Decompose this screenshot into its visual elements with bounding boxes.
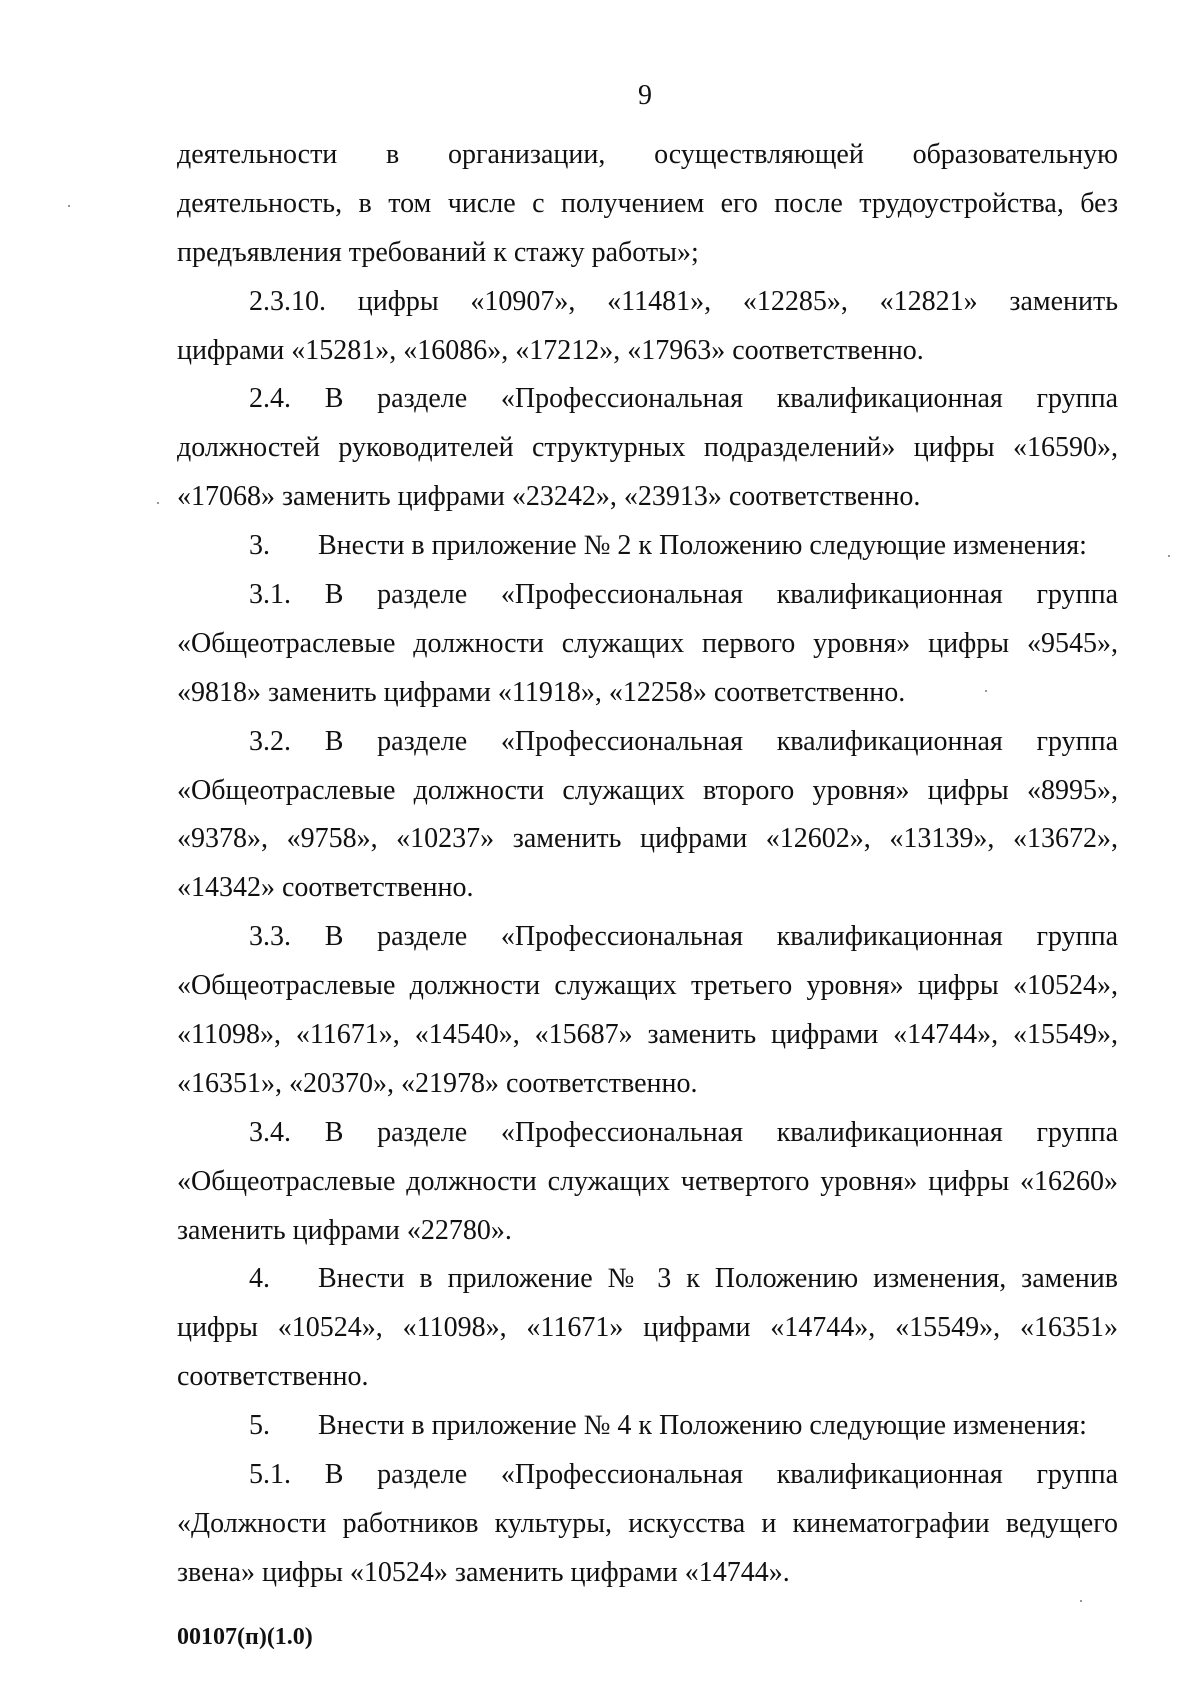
- text-line: [177, 1060, 1118, 1109]
- line-text: Внести в приложение № 3 к Положению изменения, заменив: [318, 1263, 1118, 1295]
- line-text: В разделе «Профессиональная квалификационная группа: [324, 579, 1118, 611]
- paragraph: [177, 571, 1118, 718]
- line-text: должностей руководителей структурных подразделений» цифры «16590»,: [177, 432, 1118, 464]
- text-line: [177, 669, 1118, 718]
- paragraph: [177, 1451, 1118, 1598]
- line-text: деятельности в организации, осуществляющей образовательную: [177, 139, 1118, 170]
- scan-speck: [68, 205, 70, 207]
- text-line: [177, 962, 1118, 1011]
- paragraph: [177, 913, 1118, 1109]
- text-line: [177, 473, 1118, 522]
- line-text: цифры «10907», «11481», «12285», «12821» заменить: [357, 285, 1118, 317]
- line-text: В разделе «Профессиональная квалификационная группа: [324, 1459, 1118, 1491]
- page-number: 9: [638, 80, 652, 111]
- text-line: [177, 1402, 1118, 1451]
- line-text: «Общеотраслевые должности служащих второго уровня» цифры «8995»,: [177, 774, 1118, 806]
- text-line: [177, 571, 1118, 620]
- text-line: [177, 620, 1118, 669]
- line-text: «17068» заменить цифрами «23242», «23913» соответственно.: [177, 481, 921, 513]
- line-text: деятельность, в том числе с получением его после трудоустройства, без: [177, 187, 1118, 219]
- line-text: В разделе «Профессиональная квалификационная группа: [324, 725, 1118, 757]
- scan-speck: [157, 502, 159, 504]
- line-text: Внести в приложение № 4 к Положению следующие изменения:: [318, 1410, 1087, 1442]
- paragraph: [177, 1109, 1118, 1256]
- text-line: [177, 1304, 1118, 1353]
- line-text: предъявления требований к стажу работы»;: [177, 236, 699, 268]
- text-line: [177, 1500, 1118, 1549]
- line-text: «16351», «20370», «21978» соответственно.: [177, 1067, 698, 1099]
- line-text: Внести в приложение № 2 к Положению следующие изменения:: [318, 530, 1087, 562]
- line-text: «9818» заменить цифрами «11918», «12258» соответственно.: [177, 676, 906, 708]
- text-line: [177, 1158, 1118, 1207]
- text-line: [177, 278, 1118, 327]
- text-line: [177, 1353, 1118, 1402]
- text-line: [177, 815, 1118, 864]
- line-text: цифрами «15281», «16086», «17212», «17963» соответственно.: [177, 334, 924, 366]
- line-text: В разделе «Профессиональная квалификационная группа: [324, 383, 1118, 415]
- paragraph: [177, 131, 1118, 278]
- clause-number: 3.4.: [249, 1116, 291, 1148]
- clause-number: 2.3.10.: [249, 285, 326, 317]
- line-text: «9378», «9758», «10237» заменить цифрами «12602», «13139», «13672»,: [177, 823, 1118, 855]
- paragraph: [177, 522, 1118, 571]
- text-line: [177, 1451, 1118, 1500]
- line-text: «Общеотраслевые должности служащих первого уровня» цифры «9545»,: [177, 627, 1118, 659]
- line-text: В разделе «Профессиональная квалификационная группа: [324, 921, 1118, 953]
- text-line: [177, 375, 1118, 424]
- paragraph: [177, 1402, 1118, 1451]
- clause-number: 5.1.: [249, 1459, 291, 1491]
- text-line: [177, 131, 1118, 180]
- line-text: соответственно.: [177, 1361, 369, 1393]
- text-line: [177, 864, 1118, 913]
- text-line: [177, 767, 1118, 816]
- text-line: [177, 1207, 1118, 1256]
- line-text: В разделе «Профессиональная квалификационная группа: [324, 1116, 1118, 1148]
- line-text: «14342» соответственно.: [177, 872, 474, 904]
- clause-number: 3.: [249, 530, 270, 562]
- text-line: [177, 913, 1118, 962]
- clause-number: 3.1.: [249, 579, 291, 611]
- clause-number: 3.2.: [249, 725, 291, 757]
- scan-speck: [985, 690, 987, 692]
- text-line: [177, 1549, 1118, 1598]
- text-line: [177, 1011, 1118, 1060]
- line-text: «Должности работников культуры, искусства и кинематографии ведущего: [177, 1507, 1118, 1539]
- text-line: [177, 522, 1118, 571]
- scan-speck: [1080, 1600, 1082, 1602]
- paragraph: [177, 278, 1118, 376]
- scan-speck: [1168, 555, 1170, 557]
- paragraph: [177, 375, 1118, 522]
- clause-number: 5.: [249, 1410, 270, 1442]
- clause-number: 4.: [249, 1263, 270, 1295]
- text-line: [177, 424, 1118, 473]
- document-code: 00107(п)(1.0): [177, 1624, 313, 1650]
- clause-number: 2.4.: [249, 383, 291, 415]
- line-text: «11098», «11671», «14540», «15687» заменить цифрами «14744», «15549»,: [177, 1019, 1118, 1051]
- text-line: [177, 1255, 1118, 1304]
- line-text: цифры «10524», «11098», «11671» цифрами «14744», «15549», «16351»: [177, 1312, 1118, 1344]
- document-body: [177, 131, 1118, 1598]
- text-line: [177, 718, 1118, 767]
- clause-number: 3.3.: [249, 921, 291, 953]
- paragraph: [177, 1255, 1118, 1402]
- paragraph: [177, 718, 1118, 914]
- line-text: заменить цифрами «22780».: [177, 1214, 512, 1246]
- text-line: [177, 1109, 1118, 1158]
- line-text: «Общеотраслевые должности служащих третьего уровня» цифры «10524»,: [177, 970, 1118, 1002]
- text-line: [177, 180, 1118, 229]
- text-line: [177, 327, 1118, 376]
- line-text: звена» цифры «10524» заменить цифрами «14744».: [177, 1556, 790, 1588]
- text-line: [177, 229, 1118, 278]
- line-text: «Общеотраслевые должности служащих четвертого уровня» цифры «16260»: [177, 1165, 1118, 1197]
